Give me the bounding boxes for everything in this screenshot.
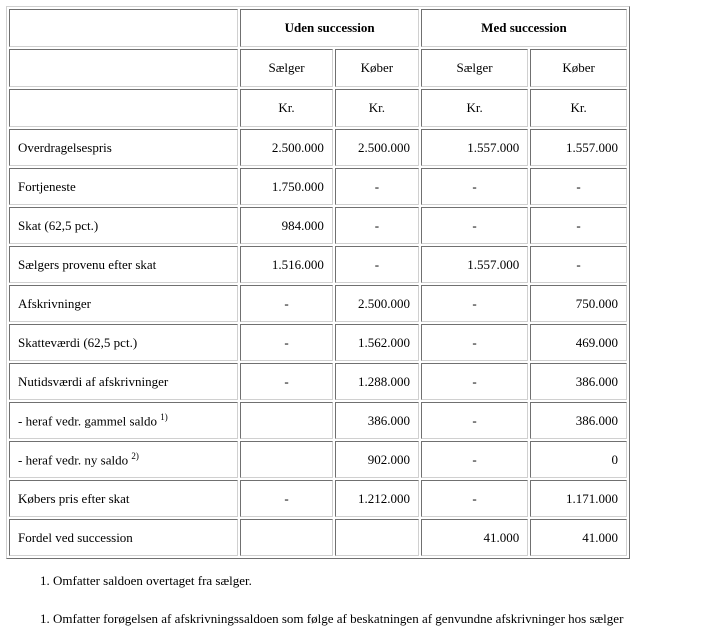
value-cell: - — [240, 285, 333, 322]
value-cell: 1.750.000 — [240, 168, 333, 205]
value-cell: 1.516.000 — [240, 246, 333, 283]
col-header-seller: Sælger — [421, 49, 528, 87]
row-label — [9, 168, 238, 205]
value-cell: 1.557.000 — [530, 129, 627, 166]
value-cell: 386.000 — [530, 363, 627, 400]
value-cell: - — [421, 207, 528, 244]
value-cell: - — [240, 363, 333, 400]
col-unit: Kr. — [240, 89, 333, 127]
table-row — [9, 285, 627, 322]
row-label — [9, 402, 238, 439]
value-cell: - — [421, 363, 528, 400]
row-label — [9, 519, 238, 556]
value-cell: 41.000 — [421, 519, 528, 556]
value-cell: 386.000 — [335, 402, 419, 439]
row-label-text: - heraf vedr. ny saldo — [18, 452, 132, 468]
value-cell: - — [335, 168, 419, 205]
row-label — [9, 480, 238, 517]
row-label — [9, 246, 238, 283]
row-label — [9, 207, 238, 244]
value-cell: 1.171.000 — [530, 480, 627, 517]
header-group-row — [9, 9, 627, 47]
col-unit: Kr. — [421, 89, 528, 127]
value-cell: - — [240, 480, 333, 517]
row-label-text: Fordel ved succession — [18, 529, 133, 545]
table-row — [9, 480, 627, 517]
footnote-ref: 1) — [160, 411, 168, 422]
table-row — [9, 168, 627, 205]
table-row — [9, 519, 627, 556]
value-cell: 469.000 — [530, 324, 627, 361]
value-cell: 0 — [530, 441, 627, 478]
value-cell: 386.000 — [530, 402, 627, 439]
row-label — [9, 324, 238, 361]
footnote-1: 1. Omfatter saldoen overtaget fra sælger. — [40, 573, 252, 588]
value-cell: 1.288.000 — [335, 363, 419, 400]
value-cell: 984.000 — [240, 207, 333, 244]
value-cell — [335, 519, 419, 556]
value-cell: - — [421, 285, 528, 322]
row-label — [9, 363, 238, 400]
footnote-ref: 2) — [131, 450, 139, 461]
row-label-text: Skat (62,5 pct.) — [18, 217, 99, 233]
value-cell — [240, 402, 333, 439]
col-unit: Kr. — [530, 89, 627, 127]
value-cell: - — [335, 207, 419, 244]
table-row — [9, 363, 627, 400]
value-cell: - — [335, 246, 419, 283]
table-body — [9, 129, 627, 556]
value-cell: - — [530, 207, 627, 244]
value-cell: - — [421, 480, 528, 517]
group-header-med: Med succession — [421, 9, 627, 47]
row-label-text: Fortjeneste — [18, 178, 76, 194]
col-header-buyer: Køber — [335, 49, 419, 87]
value-cell: 2.500.000 — [335, 285, 419, 322]
col-header-buyer: Køber — [530, 49, 627, 87]
value-cell: 1.557.000 — [421, 129, 528, 166]
value-cell: 2.500.000 — [240, 129, 333, 166]
value-cell: - — [240, 324, 333, 361]
header-unit-row — [9, 89, 627, 127]
row-label-text: Skatteværdi (62,5 pct.) — [18, 334, 138, 350]
table-row — [9, 441, 627, 478]
table-row — [9, 129, 627, 166]
value-cell: 1.557.000 — [421, 246, 528, 283]
group-header-uden: Uden succession — [240, 9, 419, 47]
table-row — [9, 207, 627, 244]
value-cell: 2.500.000 — [335, 129, 419, 166]
value-cell: - — [421, 324, 528, 361]
row-label — [9, 441, 238, 478]
value-cell — [240, 441, 333, 478]
row-label-text: Overdragelsespris — [18, 139, 112, 155]
row-label-text: Afskrivninger — [18, 295, 91, 311]
row-label — [9, 129, 238, 166]
row-label-text: Nutidsværdi af afskrivninger — [18, 373, 169, 389]
empty-header-cell — [9, 89, 238, 127]
value-cell: - — [421, 402, 528, 439]
empty-header-cell — [9, 9, 238, 47]
col-unit: Kr. — [335, 89, 419, 127]
table-row — [9, 246, 627, 283]
row-label-text: - heraf vedr. gammel saldo — [18, 413, 161, 429]
row-label-text: Købers pris efter skat — [18, 490, 130, 506]
table-row — [9, 402, 627, 439]
value-cell: 1.562.000 — [335, 324, 419, 361]
row-label-text: Sælgers provenu efter skat — [18, 256, 157, 272]
value-cell: - — [530, 168, 627, 205]
value-cell: - — [421, 441, 528, 478]
value-cell: 1.212.000 — [335, 480, 419, 517]
col-header-seller: Sælger — [240, 49, 333, 87]
footnote-2: 1. Omfatter forøgelsen af afskrivningssaldoen som følge af beskatningen af genvundne afskrivninger hos sælger — [40, 611, 624, 626]
value-cell: - — [530, 246, 627, 283]
empty-header-cell — [9, 49, 238, 87]
value-cell — [240, 519, 333, 556]
row-label — [9, 285, 238, 322]
table-row — [9, 324, 627, 361]
value-cell: - — [421, 168, 528, 205]
succession-table — [6, 6, 630, 559]
value-cell: 902.000 — [335, 441, 419, 478]
header-party-row — [9, 49, 627, 87]
value-cell: 750.000 — [530, 285, 627, 322]
value-cell: 41.000 — [530, 519, 627, 556]
